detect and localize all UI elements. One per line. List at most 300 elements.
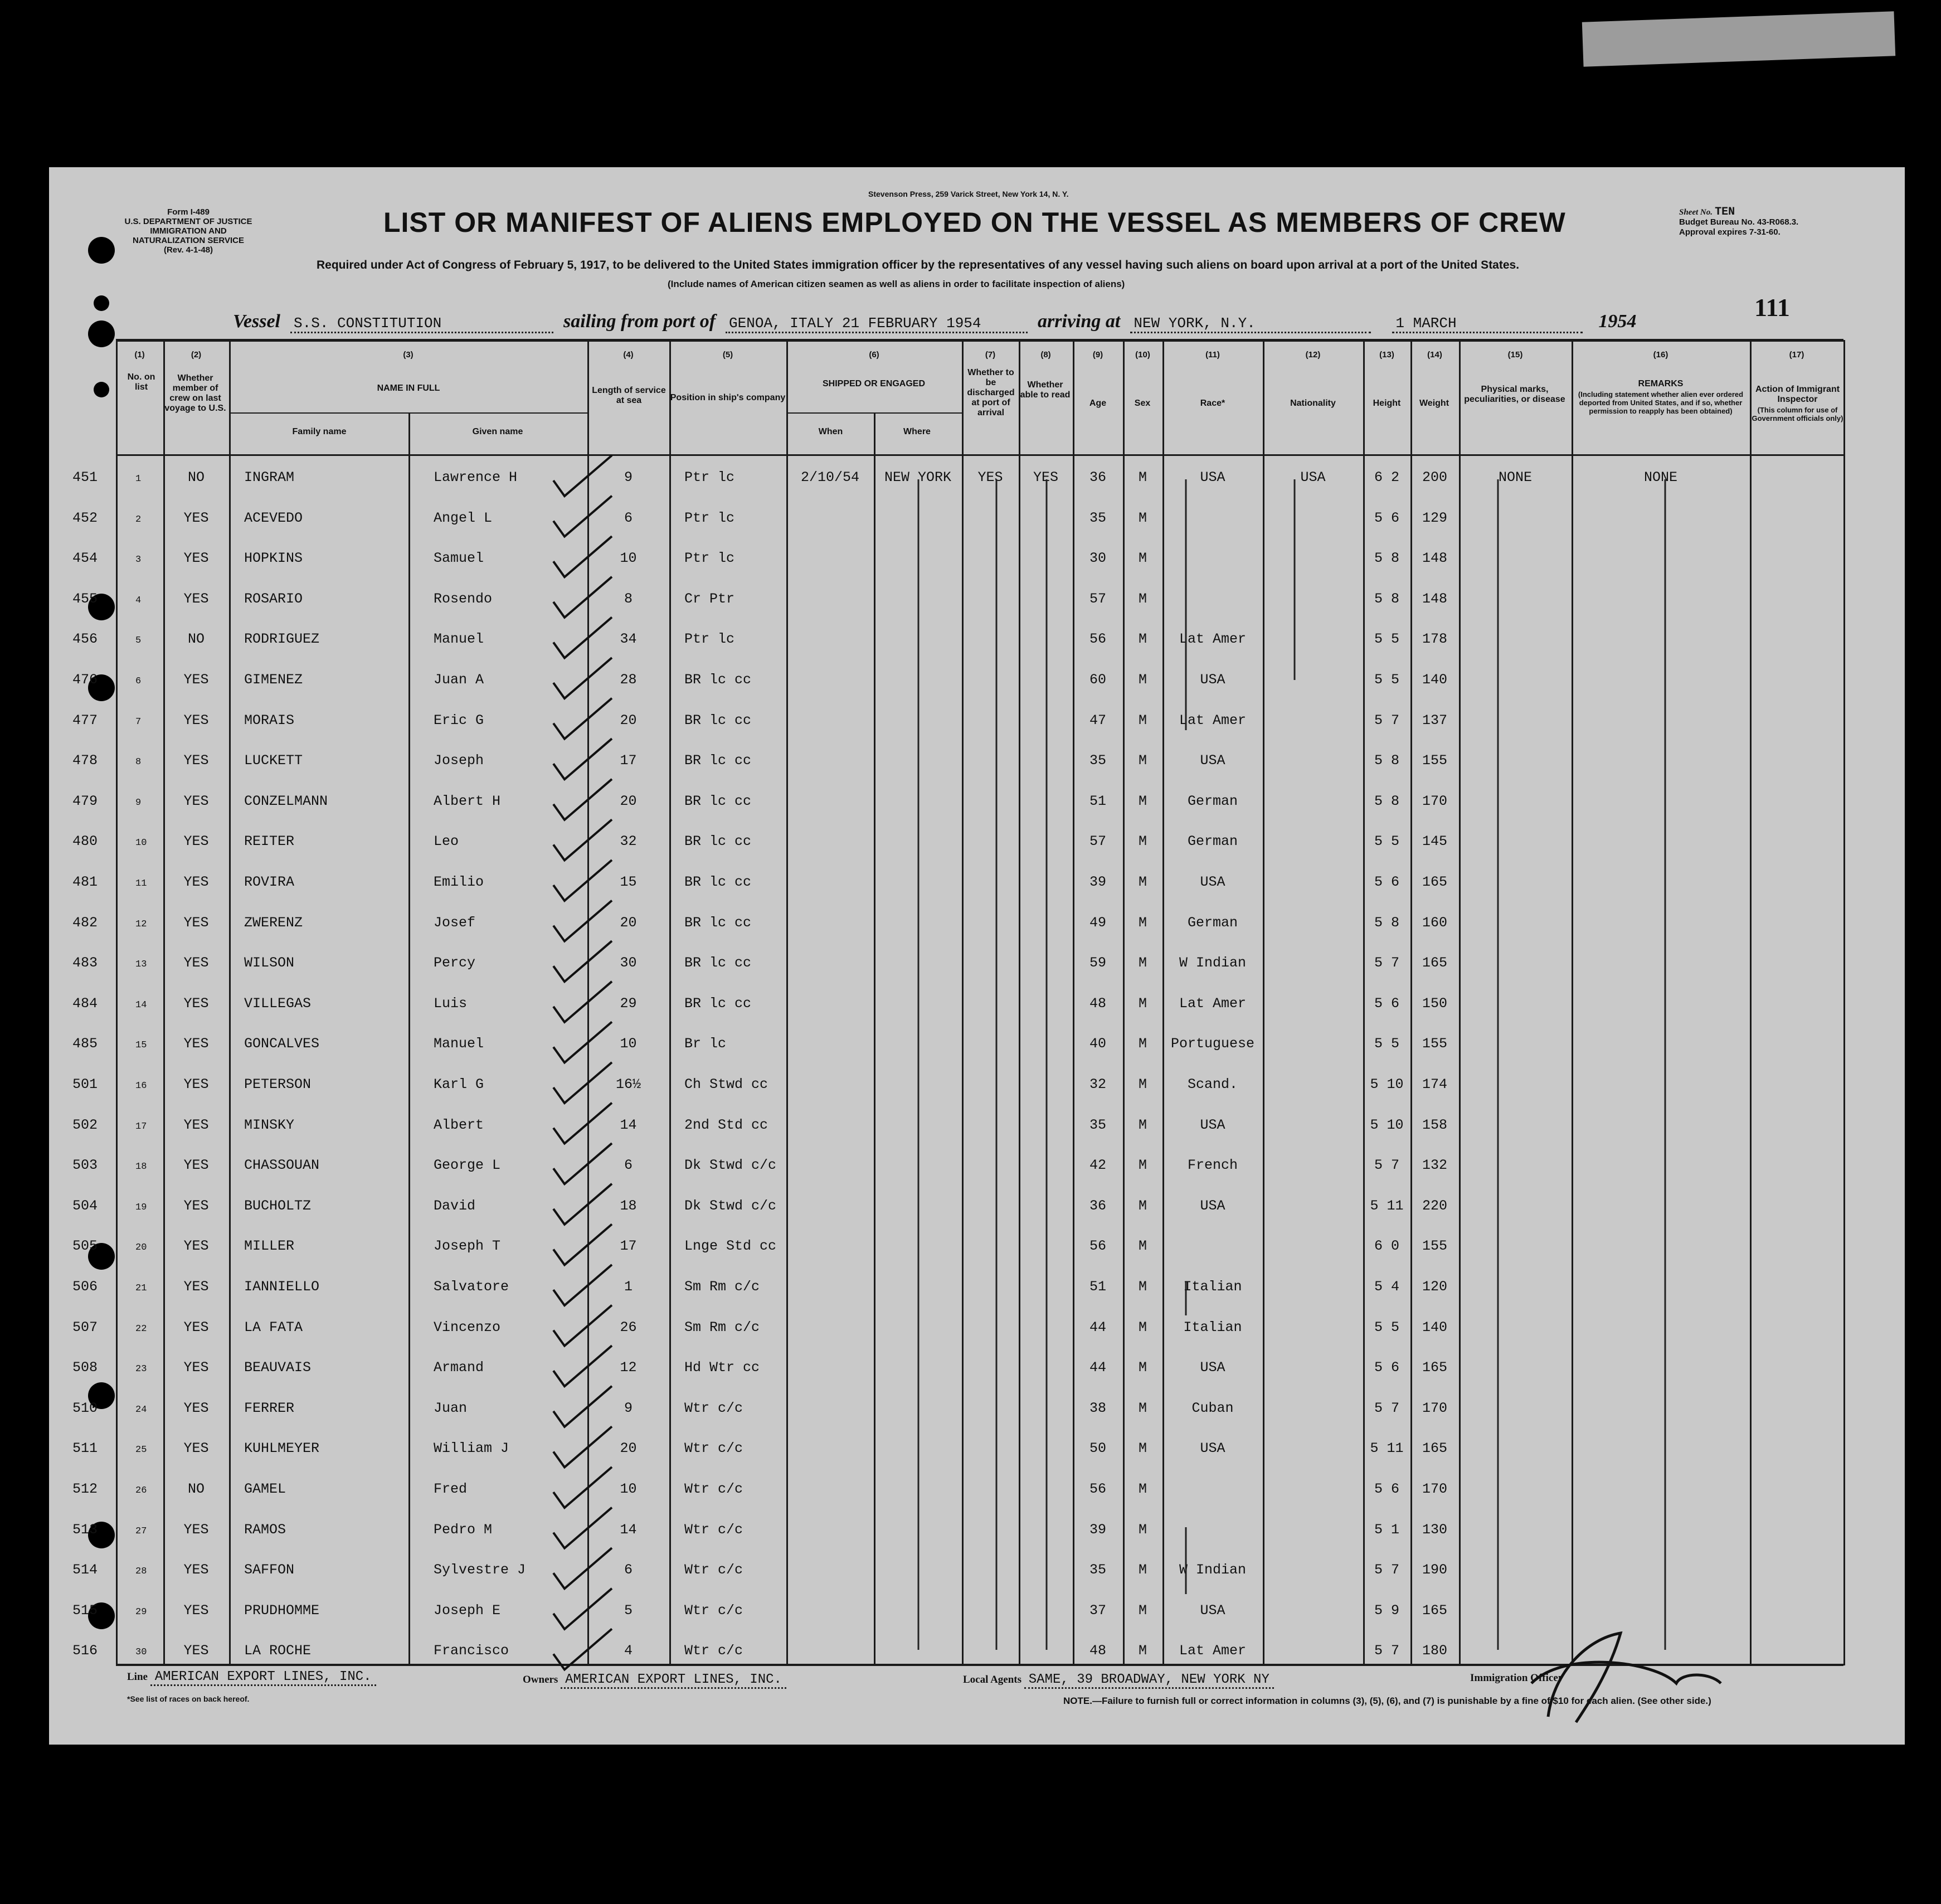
cell-no: 11 [135, 878, 147, 889]
cell-nationality: USA [1300, 469, 1326, 485]
cell-member: YES [183, 1562, 209, 1578]
cell-sex: M [1138, 1157, 1147, 1174]
cell-height: 5 7 [1374, 1400, 1399, 1416]
cell-no: 4 [135, 595, 142, 606]
cell-ref: 506 [72, 1279, 98, 1295]
cell-sex: M [1138, 1643, 1147, 1659]
check-mark [553, 1346, 612, 1386]
cell-given: Manuel [434, 1036, 484, 1052]
cell-height: 5 6 [1374, 995, 1399, 1012]
sailing-label: sailing from port of [563, 311, 716, 332]
cell-no: 18 [135, 1162, 147, 1173]
cell-no: 10 [135, 838, 147, 849]
printer-imprint: Stevenson Press, 259 Varick Street, New York 14, N. Y. [868, 190, 1069, 198]
check-mark [553, 901, 612, 941]
cell-age: 56 [1089, 631, 1106, 648]
cell-family: ZWERENZ [244, 914, 303, 931]
cell-ref: 516 [72, 1643, 98, 1659]
cell-service: 20 [620, 712, 637, 728]
handwritten-check-marks [49, 167, 1905, 1745]
cell-given: Josef [434, 914, 476, 931]
arriving-label: arriving at [1038, 311, 1121, 332]
check-mark [553, 739, 612, 779]
cell-given: Joseph T [434, 1238, 501, 1255]
cell-age: 39 [1089, 1521, 1106, 1538]
cell-no: 3 [135, 555, 142, 566]
cell-age: 35 [1089, 509, 1106, 526]
cell-ref: 477 [72, 712, 98, 728]
cell-race: German [1187, 833, 1238, 850]
cell-age: 47 [1089, 712, 1106, 728]
cell-ref: 502 [72, 1116, 98, 1133]
cell-service: 20 [620, 914, 637, 931]
check-mark [553, 779, 612, 820]
check-mark [553, 1224, 612, 1265]
cell-service: 14 [620, 1116, 637, 1133]
cell-physical: NONE [1498, 469, 1532, 485]
cell-service: 20 [620, 793, 637, 809]
cell-family: GIMENEZ [244, 672, 303, 688]
cell-position: Ptr lc [684, 509, 735, 526]
cell-position: Wtr c/c [684, 1602, 743, 1619]
cell-ref: 476 [72, 672, 98, 688]
cell-race: USA [1200, 1602, 1225, 1619]
cell-height: 5 7 [1374, 955, 1399, 972]
cell-sex: M [1138, 914, 1147, 931]
cell-position: Dk Stwd c/c [684, 1157, 777, 1174]
cell-ref: 485 [72, 1036, 98, 1052]
cell-family: REITER [244, 833, 295, 850]
cell-height: 5 6 [1374, 874, 1399, 890]
cell-sex: M [1138, 712, 1147, 728]
cell-given: Rosendo [434, 590, 493, 607]
cell-service: 28 [620, 672, 637, 688]
cell-weight: 200 [1422, 469, 1447, 485]
check-mark [553, 658, 612, 698]
cell-weight: 165 [1422, 1359, 1447, 1376]
cell-family: CHASSOUAN [244, 1157, 320, 1174]
line-label: Line [127, 1671, 148, 1683]
cell-position: BR lc cc [684, 793, 752, 809]
cell-position: BR lc cc [684, 752, 752, 769]
cell-weight: 148 [1422, 550, 1447, 567]
cell-ref: 510 [72, 1400, 98, 1416]
cell-family: ROVIRA [244, 874, 295, 890]
cell-ref: 508 [72, 1359, 98, 1376]
column-number: (5) [722, 350, 733, 360]
cell-ref: 501 [72, 1076, 98, 1092]
cell-given: Lawrence H [434, 469, 518, 485]
cell-height: 5 9 [1374, 1602, 1399, 1619]
cell-age: 36 [1089, 469, 1106, 485]
cell-age: 59 [1089, 955, 1106, 972]
cell-weight: 180 [1422, 1643, 1447, 1659]
cell-given: Juan A [434, 672, 484, 688]
cell-no: 2 [135, 514, 142, 525]
cell-position: Ptr lc [684, 550, 735, 567]
check-mark [553, 1143, 612, 1184]
cell-age: 32 [1089, 1076, 1106, 1092]
header-position: Position in ship's company [670, 393, 786, 402]
header-name-in-full: NAME IN FULL [377, 383, 440, 393]
cell-sex: M [1138, 1602, 1147, 1619]
cell-service: 32 [620, 833, 637, 850]
cell-height: 5 8 [1374, 590, 1399, 607]
cell-race: German [1187, 793, 1238, 809]
cell-family: ROSARIO [244, 590, 303, 607]
check-mark [553, 819, 612, 860]
cell-service: 14 [620, 1521, 637, 1538]
cell-height: 5 7 [1374, 712, 1399, 728]
cell-age: 56 [1089, 1238, 1106, 1255]
cell-age: 44 [1089, 1319, 1106, 1335]
check-mark [553, 1265, 612, 1305]
cell-weight: 190 [1422, 1562, 1447, 1578]
cell-service: 6 [624, 1562, 633, 1578]
cell-height: 5 6 [1374, 1359, 1399, 1376]
cell-weight: 165 [1422, 1602, 1447, 1619]
service: IMMIGRATION AND NATURALIZATION SERVICE [132, 226, 244, 245]
cell-service: 10 [620, 1036, 637, 1052]
cell-given: Angel L [434, 509, 493, 526]
cell-position: Hd Wtr cc [684, 1359, 760, 1376]
cell-weight: 165 [1422, 1440, 1447, 1457]
agents-label: Local Agents [963, 1674, 1022, 1686]
cell-height: 5 10 [1370, 1116, 1404, 1133]
cell-height: 5 7 [1374, 1157, 1399, 1174]
cell-height: 6 0 [1374, 1238, 1399, 1255]
cell-service: 6 [624, 509, 633, 526]
cell-position: Sm Rm c/c [684, 1319, 760, 1335]
cell-height: 5 8 [1374, 914, 1399, 931]
races-note: *See list of races on back hereof. [127, 1694, 250, 1703]
cell-no: 25 [135, 1445, 147, 1456]
cell-sex: M [1138, 631, 1147, 648]
header-where: Where [903, 427, 931, 436]
cell-sex: M [1138, 955, 1147, 972]
cell-weight: 148 [1422, 590, 1447, 607]
sheet-label: Sheet No. [1679, 208, 1713, 217]
header-action: Action of Immigrant Inspector [1755, 385, 1840, 404]
cell-no: 26 [135, 1485, 147, 1496]
check-mark [553, 1386, 612, 1427]
cell-weight: 170 [1422, 1481, 1447, 1497]
agents-value: SAME, 39 BROADWAY, NEW YORK NY [1024, 1672, 1274, 1689]
cell-family: ACEVEDO [244, 509, 303, 526]
header-remarks-sub: (Including statement whether alien ever ordered deported from United States, and if so, whether permission to reapply has been obtained) [1578, 390, 1744, 415]
cell-service: 10 [620, 550, 637, 567]
check-mark [553, 860, 612, 901]
cell-given: Pedro M [434, 1521, 493, 1538]
cell-sex: M [1138, 1481, 1147, 1497]
cell-no: 14 [135, 999, 147, 1011]
cell-position: BR lc cc [684, 995, 752, 1012]
cell-no: 29 [135, 1606, 147, 1618]
cell-sex: M [1138, 509, 1147, 526]
cell-no: 17 [135, 1121, 147, 1132]
cell-service: 10 [620, 1481, 637, 1497]
cell-ref: 507 [72, 1319, 98, 1335]
cell-ref: 484 [72, 995, 98, 1012]
cell-race: USA [1200, 1440, 1225, 1457]
cell-member: YES [183, 955, 209, 972]
cell-service: 26 [620, 1319, 637, 1335]
cell-service: 9 [624, 469, 633, 485]
cell-sex: M [1138, 1076, 1147, 1092]
department: U.S. DEPARTMENT OF JUSTICE [124, 217, 252, 226]
cell-height: 5 5 [1374, 1319, 1399, 1335]
header-physical-marks: Physical marks, peculiarities, or disease [1464, 385, 1565, 404]
column-number: (4) [623, 350, 634, 360]
cell-weight: 155 [1422, 1036, 1447, 1052]
cell-position: 2nd Std cc [684, 1116, 768, 1133]
cell-service: 8 [624, 590, 633, 607]
cell-position: Wtr c/c [684, 1481, 743, 1497]
cell-no: 22 [135, 1323, 147, 1334]
cell-given: Manuel [434, 631, 484, 648]
cell-sex: M [1138, 1359, 1147, 1376]
cell-weight: 220 [1422, 1197, 1447, 1214]
cell-age: 51 [1089, 1279, 1106, 1295]
cell-given: Salvatore [434, 1279, 509, 1295]
cell-sex: M [1138, 833, 1147, 850]
header-age: Age [1089, 399, 1107, 408]
cell-given: Albert H [434, 793, 501, 809]
cell-family: LA FATA [244, 1319, 303, 1335]
cell-position: BR lc cc [684, 874, 752, 890]
cell-weight: 174 [1422, 1076, 1447, 1092]
check-mark [553, 698, 612, 739]
cell-race: Italian [1183, 1319, 1242, 1335]
budget-number: Budget Bureau No. 43-R068.3. [1679, 217, 1799, 227]
cell-age: 49 [1089, 914, 1106, 931]
cell-no: 15 [135, 1040, 147, 1051]
header-when: When [818, 427, 843, 436]
header-able-to-read: Whether able to read [1020, 380, 1071, 400]
cell-height: 5 4 [1374, 1279, 1399, 1295]
cell-service: 5 [624, 1602, 633, 1619]
cell-race: Portuguese [1170, 1036, 1255, 1052]
cell-given: Percy [434, 955, 476, 972]
cell-ref: 514 [72, 1562, 98, 1578]
check-mark [553, 1022, 612, 1062]
column-number: (10) [1135, 350, 1150, 360]
cell-position: Cr Ptr [684, 590, 735, 607]
line-value: AMERICAN EXPORT LINES, INC. [150, 1669, 376, 1686]
cell-position: Lnge Std cc [684, 1238, 777, 1255]
cell-weight: 129 [1422, 509, 1447, 526]
cell-weight: 160 [1422, 914, 1447, 931]
cell-age: 36 [1089, 1197, 1106, 1214]
cell-height: 5 6 [1374, 1481, 1399, 1497]
column-number: (13) [1379, 350, 1394, 360]
cell-height: 5 7 [1374, 1562, 1399, 1578]
cell-race: USA [1200, 874, 1225, 890]
header-height: Height [1373, 399, 1401, 408]
approval-expiry: Approval expires 7-31-60. [1679, 227, 1781, 237]
page-number: 111 [1754, 293, 1790, 322]
cell-member: YES [183, 1076, 209, 1092]
cell-no: 13 [135, 959, 147, 970]
header-member-last-voyage: Whether member of crew on last voyage to U.S. [164, 373, 226, 413]
cell-height: 5 6 [1374, 509, 1399, 526]
cell-weight: 170 [1422, 793, 1447, 809]
paper-scrap [1582, 11, 1895, 66]
cell-height: 5 1 [1374, 1521, 1399, 1538]
cell-race: USA [1200, 752, 1225, 769]
cell-service: 34 [620, 631, 637, 648]
cell-sex: M [1138, 672, 1147, 688]
cell-weight: 140 [1422, 672, 1447, 688]
cell-given: Emilio [434, 874, 484, 890]
cell-family: KUHLMEYER [244, 1440, 320, 1457]
cell-weight: 130 [1422, 1521, 1447, 1538]
cell-sex: M [1138, 1279, 1147, 1295]
cell-service: 17 [620, 1238, 637, 1255]
cell-service: 17 [620, 752, 637, 769]
cell-no: 27 [135, 1526, 147, 1537]
cell-age: 51 [1089, 793, 1106, 809]
header-nationality: Nationality [1290, 399, 1336, 408]
cell-age: 40 [1089, 1036, 1106, 1052]
check-mark [553, 577, 612, 618]
cell-member: NO [187, 469, 205, 485]
column-number: (1) [134, 350, 145, 360]
cell-family: GAMEL [244, 1481, 286, 1497]
cell-weight: 150 [1422, 995, 1447, 1012]
cell-given: Leo [434, 833, 459, 850]
cell-weight: 155 [1422, 1238, 1447, 1255]
cell-family: PRUDHOMME [244, 1602, 320, 1619]
cell-where: NEW YORK [884, 469, 952, 485]
cell-given: Luis [434, 995, 468, 1012]
cell-service: 29 [620, 995, 637, 1012]
cell-position: BR lc cc [684, 833, 752, 850]
footer-officer [1470, 1672, 1563, 1684]
header-no-on-list: No. on list [127, 372, 155, 392]
cell-member: NO [187, 631, 205, 648]
cell-service: 30 [620, 955, 637, 972]
cell-family: MILLER [244, 1238, 295, 1255]
cell-family: RODRIGUEZ [244, 631, 320, 648]
cell-sex: M [1138, 1562, 1147, 1578]
cell-ref: 452 [72, 509, 98, 526]
cell-ref: 481 [72, 874, 98, 890]
cell-given: David [434, 1197, 476, 1214]
cell-given: Vincenzo [434, 1319, 501, 1335]
column-number: (9) [1092, 350, 1103, 360]
cell-no: 1 [135, 474, 142, 484]
column-number: (14) [1427, 350, 1442, 360]
cell-no: 23 [135, 1364, 147, 1375]
cell-no: 30 [135, 1647, 147, 1658]
cell-sex: M [1138, 1521, 1147, 1538]
cell-position: BR lc cc [684, 672, 752, 688]
cell-weight: 165 [1422, 874, 1447, 890]
cell-member: YES [183, 1197, 209, 1214]
cell-height: 5 5 [1374, 833, 1399, 850]
cell-family: RAMOS [244, 1521, 286, 1538]
cell-member: YES [183, 1319, 209, 1335]
cell-sex: M [1138, 590, 1147, 607]
check-mark [553, 1184, 612, 1225]
cell-sex: M [1138, 874, 1147, 890]
cell-family: HOPKINS [244, 550, 303, 567]
cell-position: BR lc cc [684, 712, 752, 728]
cell-ref: 456 [72, 631, 98, 648]
cell-service: 1 [624, 1279, 633, 1295]
cell-position: Ch Stwd cc [684, 1076, 768, 1092]
cell-given: William J [434, 1440, 509, 1457]
cell-height: 5 11 [1370, 1440, 1404, 1457]
cell-height: 5 8 [1374, 793, 1399, 809]
cell-weight: 137 [1422, 712, 1447, 728]
cell-position: Ptr lc [684, 631, 735, 648]
sheet-value: TEN [1715, 206, 1735, 218]
column-number: (15) [1507, 350, 1523, 360]
cell-no: 8 [135, 757, 142, 768]
cell-given: Sylvestre J [434, 1562, 526, 1578]
cell-sex: M [1138, 1238, 1147, 1255]
cell-age: 37 [1089, 1602, 1106, 1619]
cell-ref: 454 [72, 550, 98, 567]
cell-given: Armand [434, 1359, 484, 1376]
cell-age: 48 [1089, 1643, 1106, 1659]
cell-family: VILLEGAS [244, 995, 312, 1012]
cell-family: LA ROCHE [244, 1643, 312, 1659]
cell-member: NO [187, 1481, 205, 1497]
revision: (Rev. 4-1-48) [163, 245, 213, 255]
cell-given: Eric G [434, 712, 484, 728]
cell-family: MORAIS [244, 712, 295, 728]
column-number: (6) [869, 350, 879, 360]
cell-remarks: NONE [1643, 469, 1677, 485]
cell-height: 5 8 [1374, 752, 1399, 769]
arrival-date: 1 MARCH [1392, 315, 1583, 333]
cell-ref: 451 [72, 469, 98, 485]
check-mark [553, 982, 612, 1022]
cell-family: FERRER [244, 1400, 295, 1416]
cell-sex: M [1138, 793, 1147, 809]
header-sex: Sex [1134, 399, 1151, 408]
column-number: (12) [1305, 350, 1321, 360]
cell-race: USA [1200, 469, 1225, 485]
cell-member: YES [183, 1279, 209, 1295]
cell-ref: 512 [72, 1481, 98, 1497]
cell-position: Dk Stwd c/c [684, 1197, 777, 1214]
cell-given: Joseph E [434, 1602, 501, 1619]
vessel-name: S.S. CONSTITUTION [290, 315, 553, 333]
cell-discharged: YES [977, 469, 1003, 485]
cell-no: 24 [135, 1404, 147, 1415]
cell-given: George L [434, 1157, 501, 1174]
page-title: LIST OR MANIFEST OF ALIENS EMPLOYED ON THE VESSEL AS MEMBERS OF CREW [383, 207, 1566, 238]
cell-given: Samuel [434, 550, 484, 567]
cell-sex: M [1138, 1197, 1147, 1214]
cell-height: 6 2 [1374, 469, 1399, 485]
cell-height: 5 7 [1374, 1643, 1399, 1659]
cell-race: USA [1200, 672, 1225, 688]
cell-race: Scand. [1187, 1076, 1238, 1092]
cell-given: Joseph [434, 752, 484, 769]
cell-weight: 155 [1422, 752, 1447, 769]
cell-position: BR lc cc [684, 955, 752, 972]
column-number: (17) [1789, 350, 1804, 360]
cell-member: YES [183, 1116, 209, 1133]
cell-service: 20 [620, 1440, 637, 1457]
cell-family: INGRAM [244, 469, 295, 485]
cell-race: USA [1200, 1359, 1225, 1376]
